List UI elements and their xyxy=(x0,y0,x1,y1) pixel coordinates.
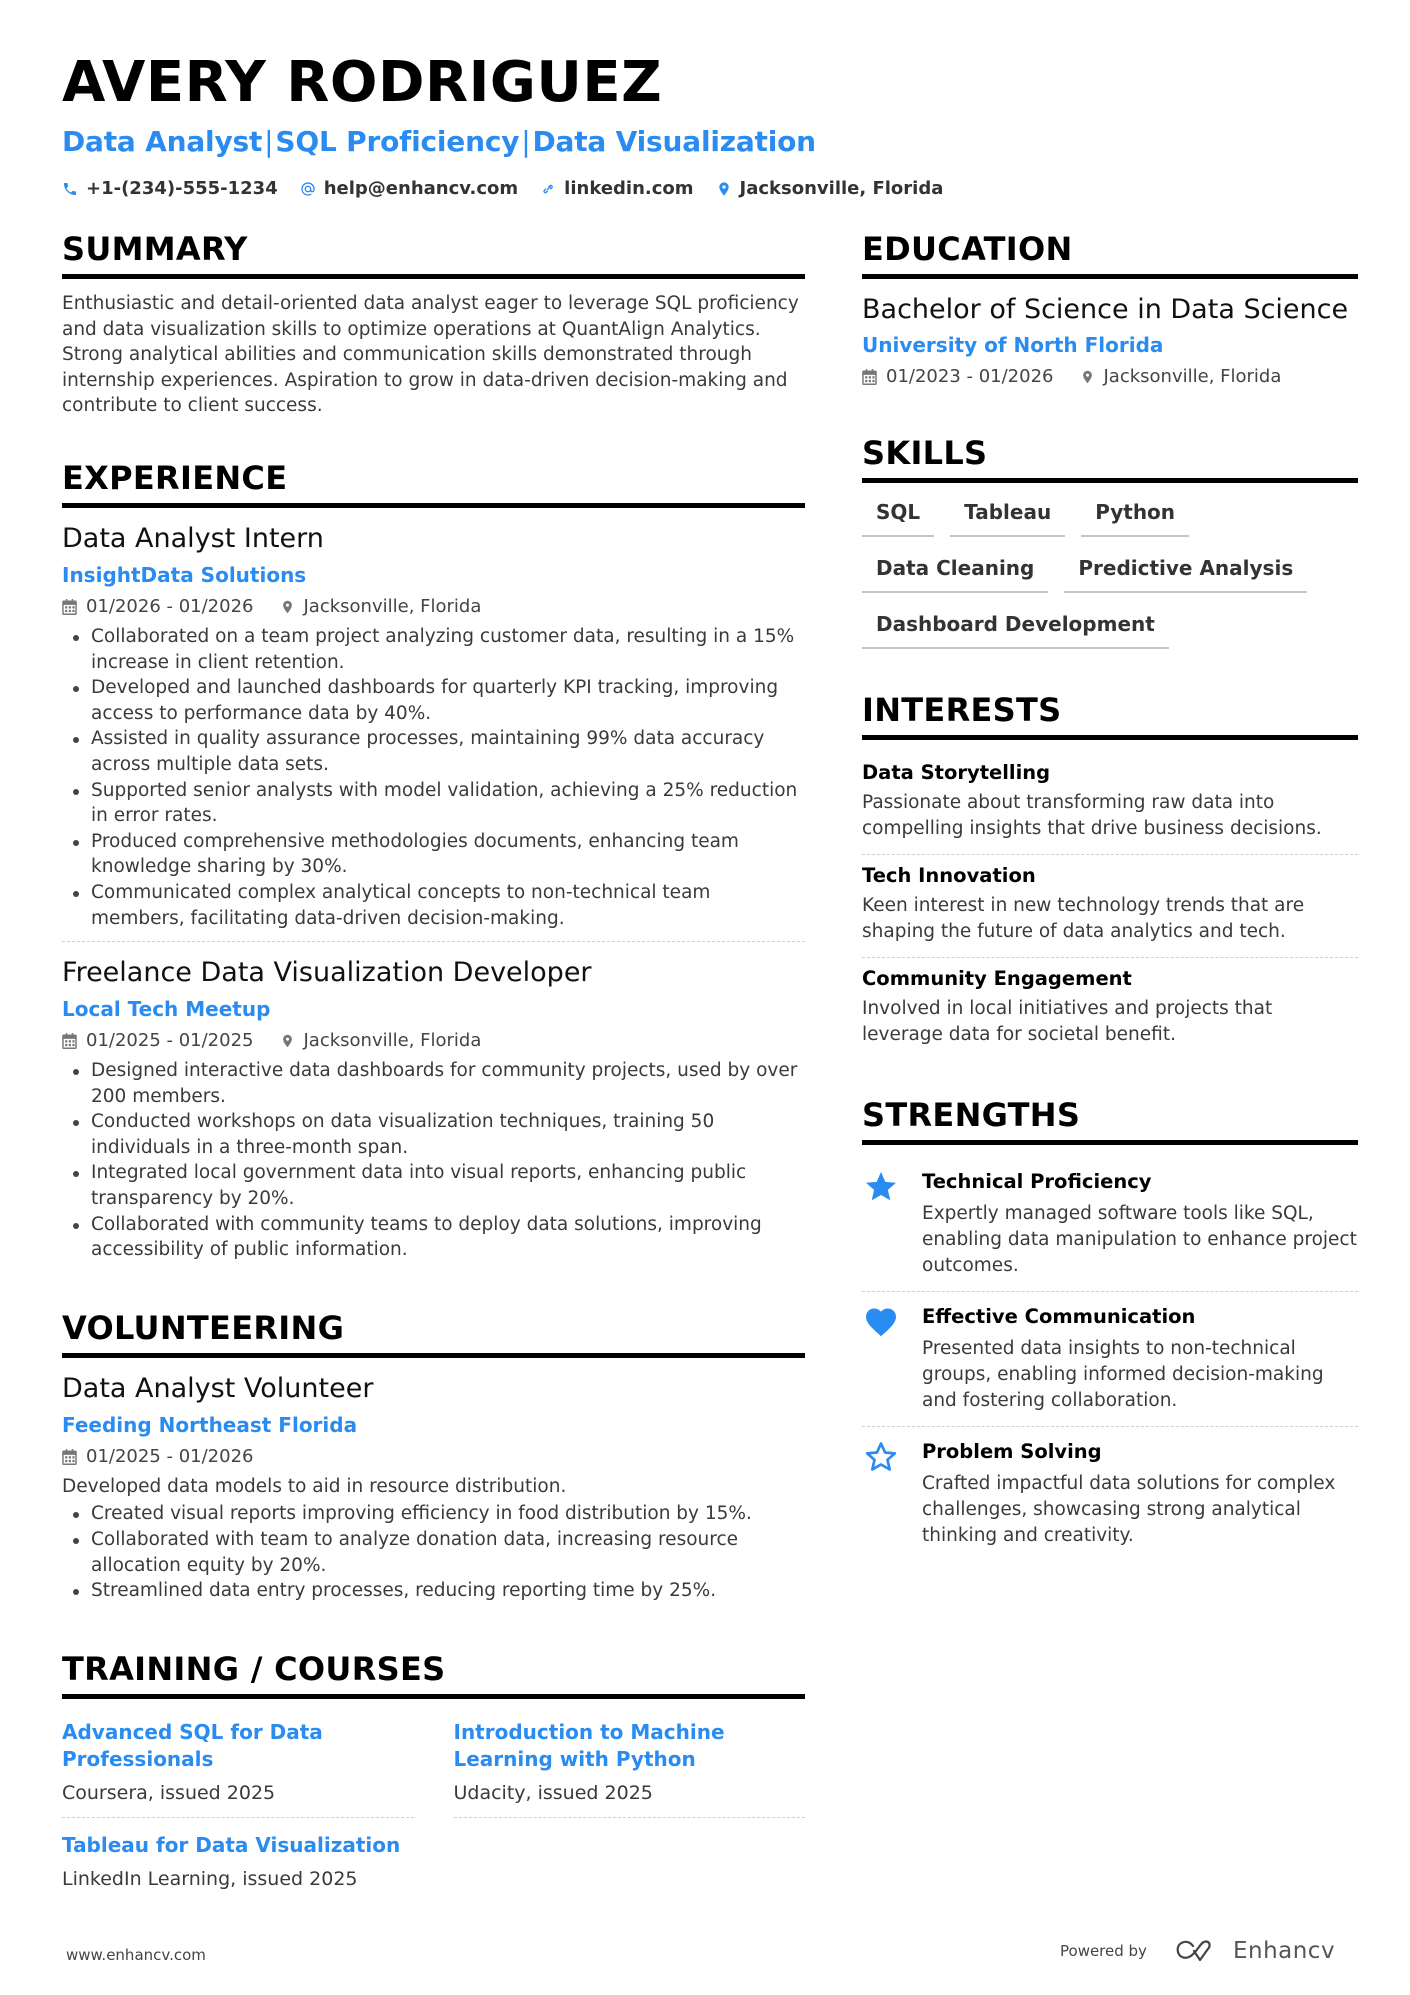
entry-meta xyxy=(62,1026,805,1056)
section-title-skills: SKILLS xyxy=(862,432,1358,483)
volunteering-entry xyxy=(62,1370,805,1614)
skill-tag: Dashboard Development xyxy=(862,607,1169,649)
tagline-item: SQL Proficiency xyxy=(275,125,520,158)
email-address: help@enhancv.com xyxy=(323,178,519,199)
strength-body xyxy=(922,1167,1358,1279)
bullet-item: Produced comprehensive methodologies documents, enhancing team knowledge sharing by 30%. xyxy=(62,829,805,880)
course-issuer: LinkedIn Learning, issued 2025 xyxy=(62,1867,358,1890)
contact-email[interactable] xyxy=(300,176,518,202)
powered-by-label: Powered by xyxy=(1060,1942,1147,1960)
experience-entry xyxy=(62,954,805,1273)
strength-icon-wrap xyxy=(862,1167,900,1279)
phone-number: +1-(234)-555-1234 xyxy=(86,178,278,199)
bullet-item: Created visual reports improving efficiency in food distribution by 15%. xyxy=(62,1501,805,1527)
skill-tag: Python xyxy=(1081,495,1189,537)
degree-title: Bachelor of Science in Data Science xyxy=(862,294,1349,325)
tagline xyxy=(62,122,1362,162)
map-pin-icon xyxy=(280,1033,295,1049)
strength-icon-wrap xyxy=(862,1302,900,1414)
skill-tags xyxy=(862,495,1358,649)
location-text: Jacksonville, Florida xyxy=(1103,366,1282,387)
bullet-list xyxy=(62,624,805,931)
bullet-item: Collaborated with team to analyze donation data, increasing resource allocation equity by 20%. xyxy=(62,1527,805,1578)
strength-body xyxy=(922,1302,1358,1414)
entry-location xyxy=(280,592,482,622)
calendar-icon xyxy=(62,599,77,615)
bullet-item: Developed and launched dashboards for quarterly KPI tracking, improving access to performance data by 40%. xyxy=(62,675,805,726)
contact-phone[interactable] xyxy=(62,176,278,202)
section-title-experience: EXPERIENCE xyxy=(62,457,805,508)
summary-text: Enthusiastic and detail-oriented data analyst eager to leverage SQL proficiency and data visualization skills to optimize operations at QuantAlign Analytics. Strong analytical abilities and communication skills demonstrated through internship experiences. Aspiration to grow in data-driven decision-making and contribute to client success. xyxy=(62,293,799,417)
interest-description: Keen interest in new technology trends that are shaping the future of data analytics and tech. xyxy=(862,895,1305,942)
summary-section xyxy=(62,228,805,419)
job-title: Freelance Data Visualization Developer xyxy=(62,957,592,989)
strength-icon-wrap xyxy=(862,1437,900,1549)
entry-location xyxy=(1080,362,1282,392)
course-item xyxy=(62,1824,414,1903)
at-sign-icon xyxy=(300,181,316,197)
location-text: Jacksonville, Florida xyxy=(303,1030,482,1052)
experience-section xyxy=(62,457,805,1273)
star-outline-icon xyxy=(862,1439,900,1475)
interest-description: Involved in local initiatives and projects that leverage data for societal benefit. xyxy=(862,998,1273,1045)
left-column xyxy=(62,228,805,1949)
skill-tag: Predictive Analysis xyxy=(1064,551,1307,593)
strength-item xyxy=(862,1292,1358,1427)
tagline-item: Data Analyst xyxy=(62,125,263,158)
training-section xyxy=(62,1648,805,1909)
entry-description: Developed data models to aid in resource distribution. xyxy=(62,1475,567,1497)
skill-tag: Tableau xyxy=(950,495,1065,537)
course-issuer: Coursera, issued 2025 xyxy=(62,1781,276,1804)
education-section xyxy=(862,228,1358,392)
bullet-item: Conducted workshops on data visualization techniques, training 50 individuals in a three-month span. xyxy=(62,1109,805,1160)
volunteer-role: Data Analyst Volunteer xyxy=(62,1372,374,1404)
calendar-icon xyxy=(62,1449,77,1465)
course-item xyxy=(62,1711,414,1818)
footer-website[interactable]: www.enhancv.com xyxy=(66,1946,206,1964)
bullet-item: Supported senior analysts with model validation, achieving a 25% reduction in error rates. xyxy=(62,778,805,829)
interest-item xyxy=(862,752,1358,855)
contact-row xyxy=(62,176,1362,202)
organization-name: Feeding Northeast Florida xyxy=(62,1412,358,1437)
date-text: 01/2025 - 01/2026 xyxy=(86,1445,254,1467)
entry-location xyxy=(280,1026,482,1056)
date-range xyxy=(62,1442,254,1472)
course-title: Tableau for Data Visualization xyxy=(62,1832,401,1857)
link-icon xyxy=(540,181,556,197)
strength-body xyxy=(922,1437,1358,1549)
bullet-item: Designed interactive data dashboards for community projects, used by over 200 members. xyxy=(62,1058,805,1109)
skill-tag: SQL xyxy=(862,495,934,537)
bullet-item: Collaborated with community teams to deploy data solutions, improving accessibility of public information. xyxy=(62,1212,805,1263)
enhancv-logo[interactable] xyxy=(1173,1938,1335,1964)
interest-title: Tech Innovation xyxy=(862,864,1036,887)
strength-description: Crafted impactful data solutions for complex challenges, showcasing strong analytical thinking and creativity. xyxy=(922,1473,1336,1546)
interest-title: Community Engagement xyxy=(862,967,1132,990)
bullet-item: Streamlined data entry processes, reducing reporting time by 25%. xyxy=(62,1578,805,1604)
footer-branding xyxy=(1060,1938,1335,1964)
star-filled-icon xyxy=(862,1169,900,1205)
section-title-training: TRAINING / COURSES xyxy=(62,1648,805,1699)
date-range xyxy=(62,1026,254,1056)
calendar-icon xyxy=(862,369,877,385)
strength-title: Problem Solving xyxy=(922,1440,1102,1463)
education-entry xyxy=(862,291,1358,392)
interest-item xyxy=(862,958,1358,1060)
strength-description: Presented data insights to non-technical groups, enabling informed decision-making and fostering collaboration. xyxy=(922,1338,1324,1411)
bullet-item: Integrated local government data into visual reports, enhancing public transparency by 20%. xyxy=(62,1160,805,1211)
course-title: Introduction to Machine Learning with Python xyxy=(453,1719,725,1771)
section-title-volunteering: VOLUNTEERING xyxy=(62,1307,805,1358)
strength-item xyxy=(862,1157,1358,1292)
course-title: Advanced SQL for Data Professionals xyxy=(62,1719,323,1771)
brand-name: Enhancv xyxy=(1232,1938,1336,1964)
entry-meta xyxy=(62,592,805,622)
skills-section xyxy=(862,432,1358,649)
section-title-interests: INTERESTS xyxy=(862,689,1358,740)
section-title-strengths: STRENGTHS xyxy=(862,1094,1358,1145)
strength-description: Expertly managed software tools like SQL, enabling data manipulation to enhance project outcomes. xyxy=(922,1203,1357,1276)
resume-header xyxy=(62,48,1362,202)
bullet-item: Communicated complex analytical concepts to non-technical team members, facilitating data-driven decision-making. xyxy=(62,880,805,931)
tagline-item: Data Visualization xyxy=(532,125,816,158)
right-column xyxy=(862,228,1358,1601)
section-title-summary: SUMMARY xyxy=(62,228,805,279)
calendar-icon xyxy=(62,1033,77,1049)
bullet-item: Collaborated on a team project analyzing customer data, resulting in a 15% increase in client retention. xyxy=(62,624,805,675)
entry-meta xyxy=(862,362,1358,392)
location-text: Jacksonville, Florida xyxy=(739,178,944,199)
map-pin-icon xyxy=(1080,369,1095,385)
interest-description: Passionate about transforming raw data into compelling insights that drive business decisions. xyxy=(862,792,1322,839)
map-pin-icon xyxy=(716,181,732,197)
course-issuer: Udacity, issued 2025 xyxy=(453,1781,653,1804)
strength-item xyxy=(862,1427,1358,1561)
job-title: Data Analyst Intern xyxy=(62,522,324,554)
bullet-list xyxy=(62,1058,805,1263)
interest-title: Data Storytelling xyxy=(862,761,1051,784)
contact-linkedin[interactable] xyxy=(540,176,693,202)
strength-title: Technical Proficiency xyxy=(922,1170,1152,1193)
tagline-separator: | xyxy=(521,125,531,158)
company-name: Local Tech Meetup xyxy=(62,997,271,1022)
date-text: 01/2026 - 01/2026 xyxy=(86,595,254,617)
date-range xyxy=(62,592,254,622)
bullet-item: Assisted in quality assurance processes, maintaining 99% data accuracy across multiple data sets. xyxy=(62,726,805,777)
school-name: University of North Florida xyxy=(862,333,1164,357)
enhancv-logo-icon xyxy=(1173,1938,1221,1964)
strengths-section xyxy=(862,1094,1358,1561)
course-item xyxy=(454,1711,806,1818)
date-text: 01/2025 - 01/2025 xyxy=(86,1030,254,1052)
phone-icon xyxy=(62,181,78,197)
interest-item xyxy=(862,855,1358,958)
map-pin-icon xyxy=(280,599,295,615)
volunteering-section xyxy=(62,1307,805,1614)
company-name: InsightData Solutions xyxy=(62,562,307,587)
strength-title: Effective Communication xyxy=(922,1305,1196,1328)
experience-entry xyxy=(62,520,805,942)
date-range xyxy=(862,362,1054,392)
course-grid xyxy=(62,1711,805,1909)
date-text: 01/2023 - 01/2026 xyxy=(886,366,1054,387)
contact-location xyxy=(716,176,944,202)
location-text: Jacksonville, Florida xyxy=(303,595,482,617)
linkedin-url: linkedin.com xyxy=(564,178,694,199)
skill-tag: Data Cleaning xyxy=(862,551,1048,593)
interests-section xyxy=(862,689,1358,1060)
bullet-list xyxy=(62,1501,805,1603)
tagline-separator: | xyxy=(264,125,274,158)
candidate-name: AVERY RODRIGUEZ xyxy=(62,50,663,115)
entry-meta xyxy=(62,1442,805,1472)
heart-icon xyxy=(862,1304,900,1340)
section-title-education: EDUCATION xyxy=(862,228,1358,279)
